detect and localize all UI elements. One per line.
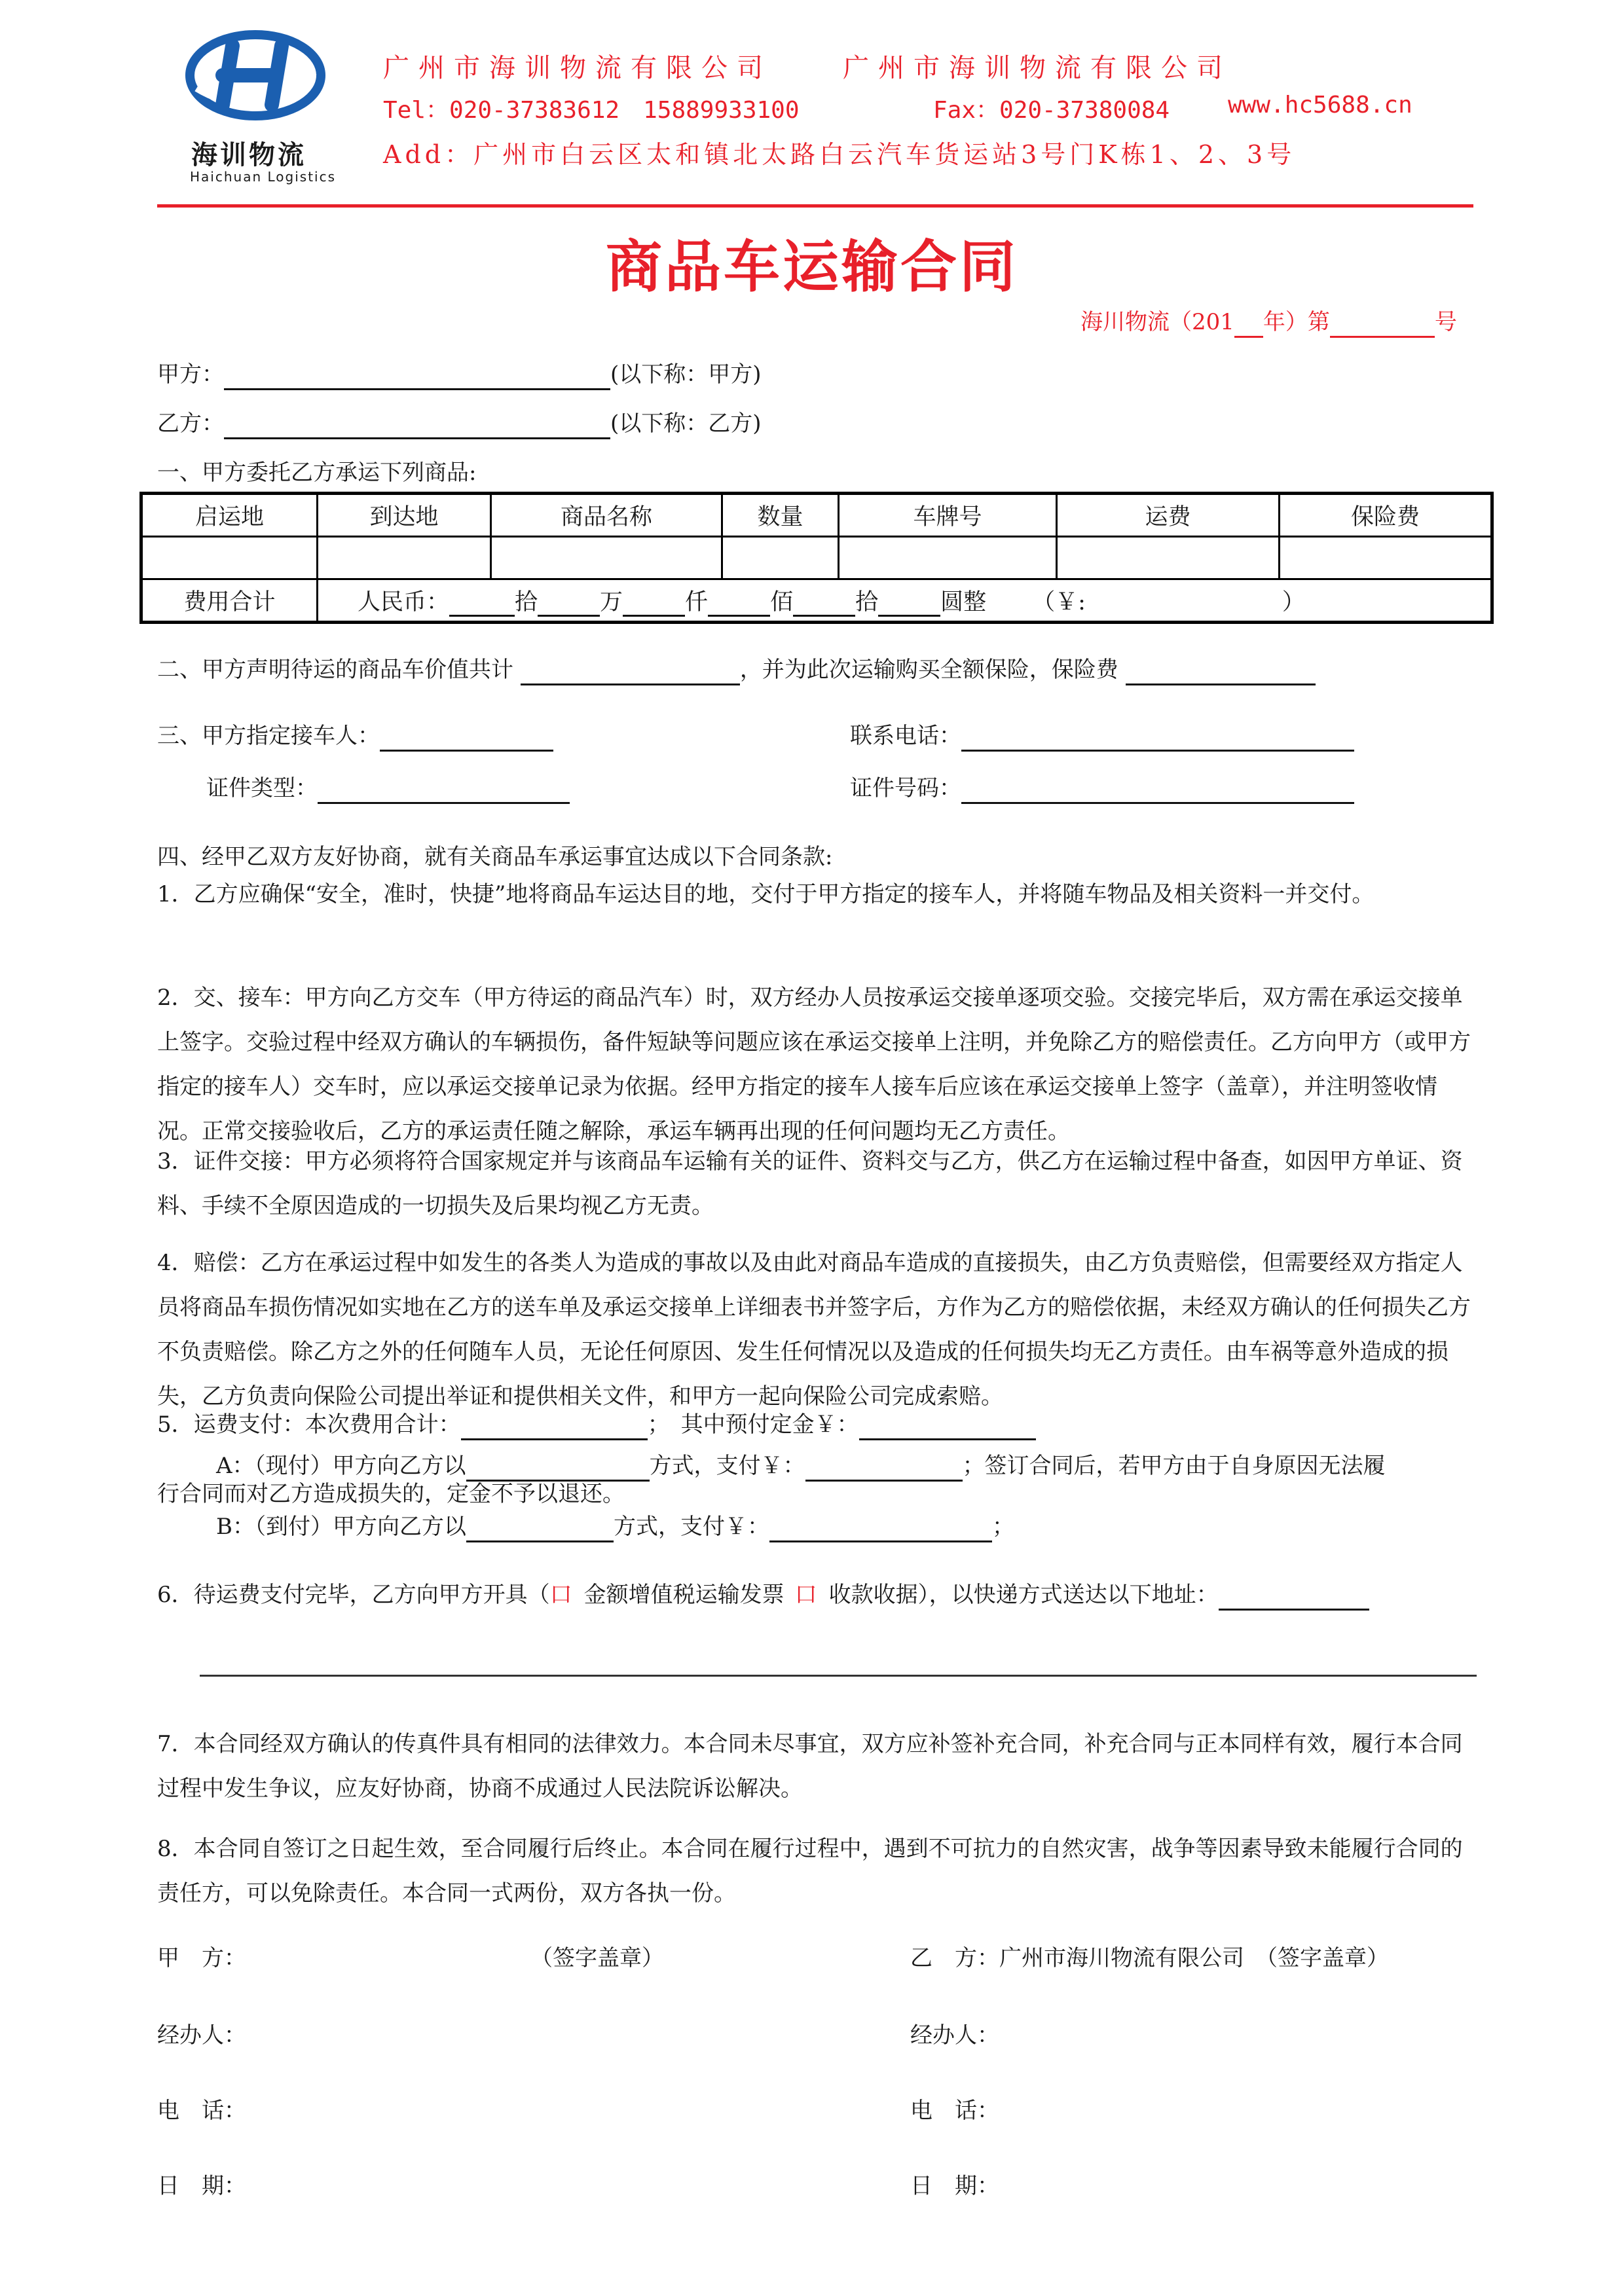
clause-7: 7．本合同经双方确认的传真件具有相同的法律效力。本合同未尽事宜，双方应补签补充合同，补充合同与正本同样有效，履行本合同过程中发生争议，应友好协商，协商不成通过人民法院诉讼解决。 <box>157 1731 1463 1802</box>
col-insurance: 保险费 <box>1280 494 1492 537</box>
header-divider <box>157 204 1473 208</box>
clause-5-line-2: A：（现付）甲方向乙方以 方式，支付￥： ；签订合同后，若甲方由于自身原因无法履 <box>216 1450 1386 1482</box>
receiver-phone-line: 联系电话： <box>850 720 1354 752</box>
prepay-method-field[interactable] <box>466 1453 650 1482</box>
header-fax: Fax：020-37380084 <box>933 97 1170 124</box>
vat-invoice-checkbox[interactable]: 口 <box>549 1582 572 1608</box>
party-a-date: 日 期： <box>157 2173 246 2199</box>
party-a-handler: 经办人： <box>157 2022 246 2049</box>
section-1-heading: 一、甲方委托乙方承运下列商品: <box>157 460 477 486</box>
party-a-field[interactable] <box>224 362 610 390</box>
logo-chinese-name: 海训物流 <box>191 139 306 170</box>
col-freight: 运费 <box>1057 494 1280 537</box>
table-cell[interactable] <box>318 537 491 579</box>
id-type-field[interactable] <box>318 776 570 804</box>
header-company-names: 广州市海训物流有限公司 广州市海训物流有限公司 <box>383 53 1232 83</box>
header-website[interactable]: www.hc5688.cn <box>1228 92 1412 118</box>
receiver-line: 三、甲方指定接车人： <box>157 720 553 752</box>
header-address: Add：广州市白云区太和镇北太路白云汽车货运站3号门K栋1、2、3号 <box>383 140 1296 169</box>
clause-5-line-1: 5．运费支付：本次费用合计： ； 其中预付定金￥： <box>157 1409 1036 1440</box>
id-number-field[interactable] <box>961 776 1354 804</box>
address-field-inline[interactable] <box>1219 1582 1369 1611</box>
table-cell[interactable] <box>141 537 318 579</box>
receipt-checkbox[interactable]: 口 <box>794 1582 817 1608</box>
clause-1: 1．乙方应确保“安全，准时，快捷”地将商品车运达目的地，交付于甲方指定的接车人，并将随车物品及相关资料一并交付。 <box>157 881 1375 907</box>
total-row <box>141 579 1492 623</box>
table-header-row <box>141 494 1492 537</box>
contract-number: 海川物流（201 年）第 号 <box>1080 306 1457 338</box>
cod-method-field[interactable] <box>466 1514 614 1542</box>
party-b-line: 乙方： (以下称：乙方) <box>157 408 762 439</box>
table-cell[interactable] <box>491 537 722 579</box>
clause-4: 4．赔偿：乙方在承运过程中如发生的各类人为造成的事故以及由此对商品车造成的直接损失，由乙方负责赔偿，但需要经双方指定人员将商品车损伤情况如实地在乙方的送车单及承运交接单上详细表书并签字后，方作为乙方的赔偿依据，未经双方确认的任何损失乙方不负责赔偿。除乙方之外的任何随车人员，无论任何原因、发生任何情况以及造成的任何损失均无乙方责任。由车祸等意外造成的损失，乙方负责向保险公司提出举证和提供相关文件，和甲方一起向保险公司完成索赔。 <box>157 1250 1471 1410</box>
col-quantity: 数量 <box>722 494 839 537</box>
clause-3: 3．证件交接：甲方必须将符合国家规定并与该商品车运输有关的证件、资料交与乙方，供乙方在运输过程中备查，如因甲方单证、资料、手续不全原因造成的一切损失及后果均视乙方无责。 <box>157 1148 1463 1219</box>
col-origin: 启运地 <box>141 494 318 537</box>
page-title: 商品车运输合同 <box>606 234 1018 300</box>
clause-8: 8．本合同自签订之日起生效，至合同履行后终止。本合同在履行过程中，遇到不可抗力的自然灾害，战争等因素导致未能履行合同的责任方，可以免除责任。本合同一式两份，双方各执一份。 <box>157 1836 1463 1906</box>
party-b-phone: 电 话： <box>910 2098 999 2124</box>
id-number-line: 证件号码： <box>850 773 1354 804</box>
deposit-field[interactable] <box>859 1412 1036 1440</box>
table-cell[interactable] <box>722 537 839 579</box>
clause-6: 6．待运费支付完毕，乙方向甲方开具（口 金额增值税运输发票 口 收款收据），以快递方式送达以下地址： <box>157 1579 1369 1611</box>
party-a-phone: 电 话： <box>157 2098 246 2124</box>
prepay-amount-field[interactable] <box>805 1453 963 1482</box>
col-destination: 到达地 <box>318 494 491 537</box>
table-cell[interactable] <box>1280 537 1492 579</box>
clause-5-line-3: 行合同而对乙方造成损失的，定金不予以退还。 <box>157 1481 625 1507</box>
table-row <box>141 537 1492 579</box>
section-4-heading: 四、经甲乙双方友好协商，就有关商品车承运事宜达成以下合同条款: <box>157 844 833 870</box>
header-tel: Tel：020-37383612 15889933100 <box>383 97 800 124</box>
id-type-line: 证件类型： <box>206 773 570 804</box>
contract-number-field[interactable] <box>1330 310 1435 338</box>
vehicle-value-field[interactable] <box>521 657 740 685</box>
address-field[interactable] <box>200 1675 1477 1677</box>
insurance-fee-field[interactable] <box>1126 657 1316 685</box>
party-b-field[interactable] <box>224 411 610 439</box>
receiver-field[interactable] <box>380 723 553 752</box>
party-a-seal-label: （签字盖章） <box>530 1945 664 1971</box>
logo-english-name: Haichuan Logistics <box>190 169 337 185</box>
table-cell[interactable] <box>839 537 1057 579</box>
clause-2: 2．交、接车：甲方向乙方交车（甲方待运的商品汽车）时，双方经办人员按承运交接单逐项交验。交接完毕后，双方需在承运交接单上签字。交验过程中经双方确认的车辆损伤，备件短缺等问题应该在承运交接单上注明，并免除乙方的赔偿责任。乙方向甲方（或甲方指定的接车人）交车时，应以承运交接单记录为依据。经甲方指定的接车人接车后应该在承运交接单上签字（盖章），并注明签收情况。正常交接验收后，乙方的承运责任随之解除，承运车辆再出现的任何问题均无乙方责任。 <box>157 985 1471 1144</box>
total-fee-field[interactable] <box>461 1412 648 1440</box>
clause-5-line-4: B：（到付）甲方向乙方以 方式，支付￥： ； <box>216 1511 1014 1542</box>
total-label: 费用合计 <box>141 579 318 623</box>
party-b-date: 日 期： <box>910 2173 999 2199</box>
party-a-line: 甲方： (以下称：甲方) <box>157 359 762 390</box>
col-plate: 车牌号 <box>839 494 1057 537</box>
company-logo <box>183 26 327 131</box>
goods-table <box>139 492 1494 624</box>
table-cell[interactable] <box>1057 537 1280 579</box>
party-b-handler: 经办人： <box>910 2022 999 2049</box>
party-a-signature-label: 甲 方： <box>157 1945 246 1971</box>
section-2: 二、甲方声明待运的商品车价值共计 ，并为此次运输购买全额保险，保险费 <box>157 654 1316 685</box>
receiver-phone-field[interactable] <box>961 723 1354 752</box>
logo-mark-icon <box>183 26 327 124</box>
party-b-signature-label: 乙 方：广州市海川物流有限公司 （签字盖章） <box>910 1945 1389 1971</box>
col-product-name: 商品名称 <box>491 494 722 537</box>
total-amount-cell: 人民币： 拾 万 仟 佰 拾 圆整 （￥: ） <box>318 579 1492 623</box>
cod-amount-field[interactable] <box>769 1514 992 1542</box>
